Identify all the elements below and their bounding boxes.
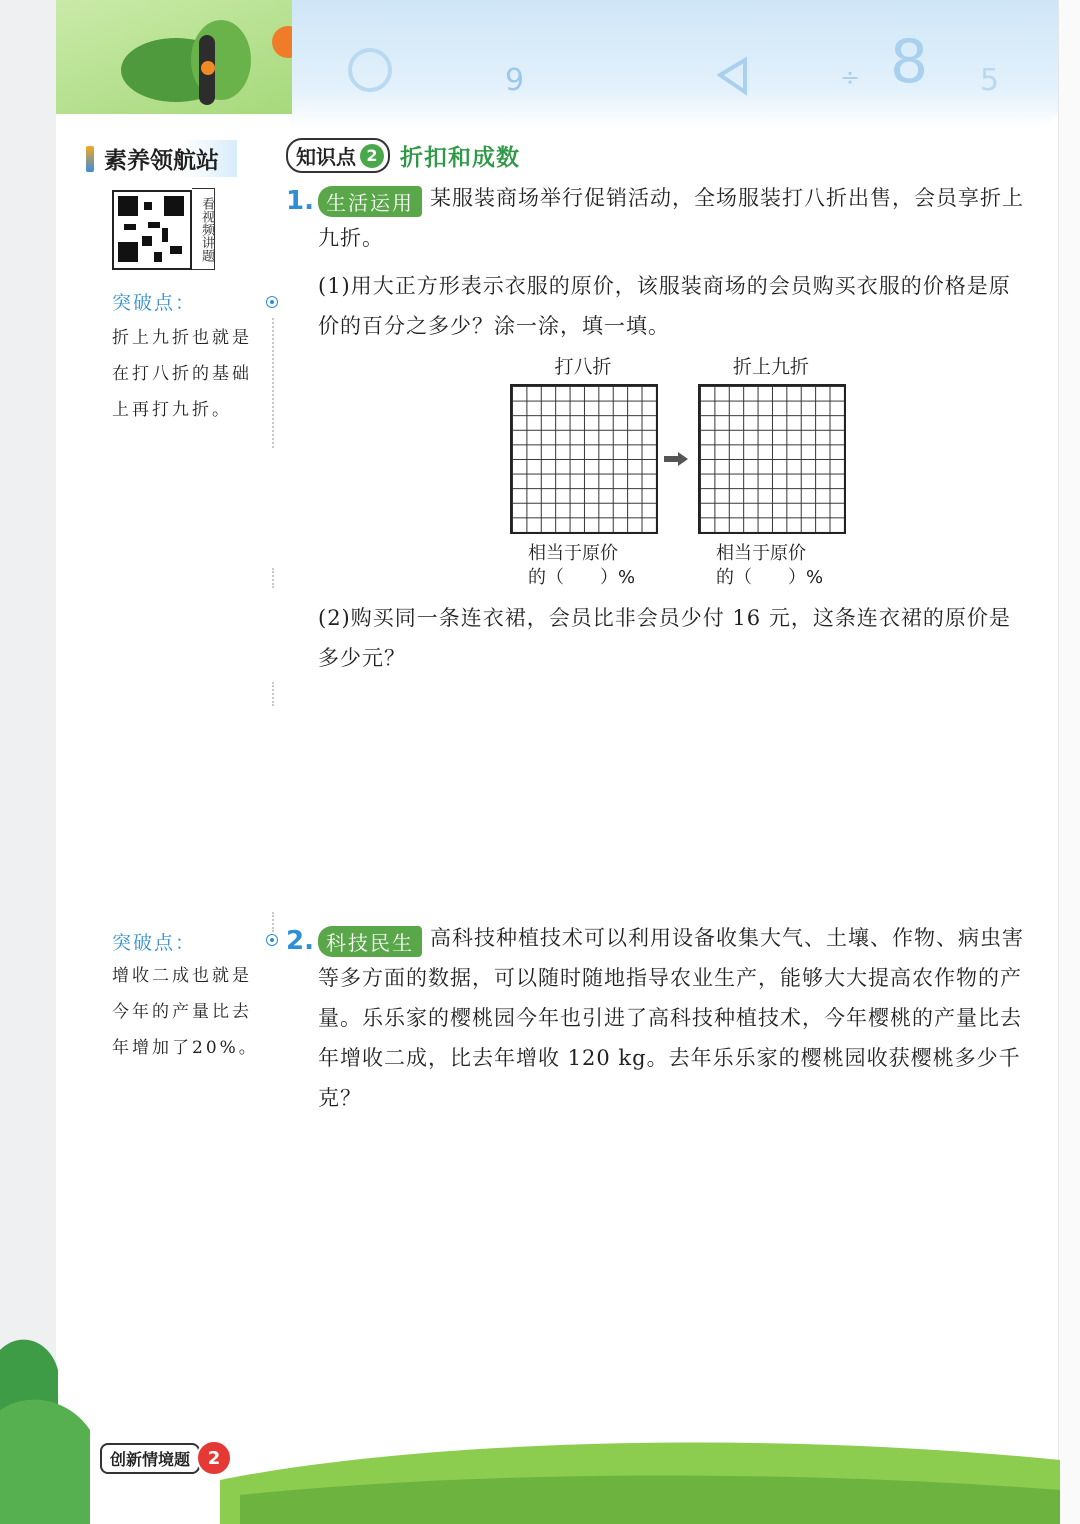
grid-1-caption-line-1: 相当于原价 [528,543,618,564]
question-2-number: 2. [286,926,314,956]
knowledge-point-badge [286,138,390,173]
knowledge-point-title: 折扣和成数 [400,145,520,171]
knowledge-point-label: 知识点 [296,145,356,169]
arrow-right-icon [664,452,688,466]
question-1-tag: 生活运用 [318,186,422,217]
page-number-badge: 2 [196,1440,232,1476]
banner-decoration [290,0,1060,110]
grid-1-title: 打八折 [554,356,612,378]
target-icon [266,296,278,308]
grid-1-caption [528,542,678,590]
tip-title-2: 突破点： [112,932,197,954]
knowledge-point-heading [286,138,520,173]
left-margin [0,0,56,1524]
station-title [86,140,237,177]
footer-label-text: 创新情境题 [100,1443,200,1474]
svg-text:8: 8 [890,27,929,97]
svg-text:÷: ÷ [840,63,861,91]
question-1-part-1: (1)用大正方形表示衣服的原价，该服装商场的会员购买衣服的价格是原价的百分之多少？涂一涂，填一填。 [318,274,1011,338]
grid-2-title: 折上九折 [732,356,809,378]
bottom-grass-decoration [0,1330,1080,1524]
video-explanation-label[interactable]: 看视频讲题 [192,188,215,270]
question-1-intro [318,178,1030,258]
qr-code[interactable] [112,190,192,270]
tip-body-2: 增收二成也就是今年的产量比去年增加了20%。 [112,966,259,1058]
hundred-grid-2[interactable] [698,384,846,534]
top-plant-decoration [56,0,292,114]
question-2-text: 高科技种植技术可以利用设备收集大气、土壤、作物、病虫害等多方面的数据，可以随时随地指导农业生产，能够大大提高农作物的产量。乐乐家的樱桃园今年也引进了高科技种植技术，今年樱桃的产量比去年增收二成，比去年增收 120 kg。去年乐乐家的樱桃园收获樱桃多少千克？ [318,926,1024,1110]
dotted-divider [272,912,274,932]
lighthouse-icon [86,146,94,172]
grid-2-caption [716,542,866,590]
footer-label [100,1440,232,1476]
top-banner [290,0,1060,128]
grid-2-caption-line-2[interactable]: 的（ ）% [716,567,824,588]
dotted-divider [272,682,274,706]
hundred-grid-1[interactable] [510,384,658,534]
dotted-divider [272,568,274,588]
grid-1-caption-line-2[interactable]: 的（ ）% [528,567,636,588]
question-2-tag: 科技民生 [318,926,422,957]
question-1-part-2: (2)购买同一条连衣裙，会员比非会员少付 16 元，这条连衣裙的原价是多少元？ [318,606,1011,670]
dotted-divider [272,318,274,448]
tip-title-1: 突破点： [112,292,197,314]
svg-text:5: 5 [980,63,1000,98]
question-1-number: 1. [286,186,314,216]
leaf-illustration [56,0,292,114]
grid-2-caption-line-1: 相当于原价 [716,543,806,564]
question-1-intro-text: 某服装商场举行促销活动，全场服装打八折出售，会员享折上九折。 [318,186,1024,250]
station-title-text: 素养领航站 [100,140,237,177]
target-icon [266,934,278,946]
tip-body-1: 折上九折也就是在打八折的基础上再打九折。 [112,328,252,420]
question-2-body [318,918,1030,1118]
right-page-edge [1058,0,1080,1524]
svg-text:9: 9 [505,63,525,98]
knowledge-point-number: 2 [360,144,384,168]
